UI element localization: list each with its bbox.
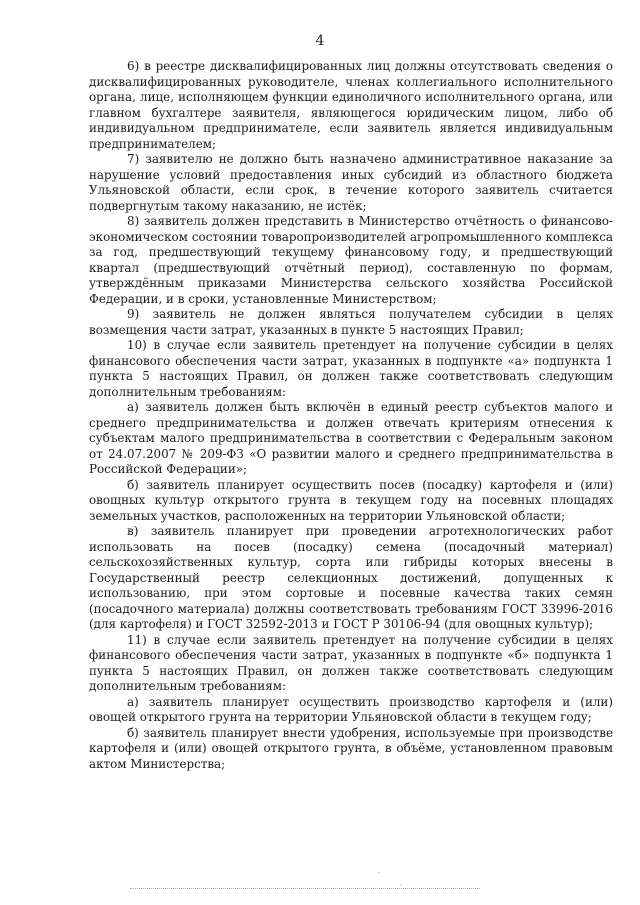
document-body bbox=[89, 59, 613, 772]
paragraph-11: 11) в случае если заявитель претендует на получение субсидии в целях финансового обеспечения части затрат, указанных в подпункте «б» подпункта 1 пункта 5 настоящих Правил, он должен также соответствовать следующим дополнительным требованиям: bbox=[89, 632, 613, 693]
paragraph-7: 7) заявителю не должно быть назначено административное наказание за нарушение условий предоставления иных субсидий из областного бюджета Ульяновской области, если срок, в течение которого заявитель считается подвергнутым такому наказанию, не истёк; bbox=[89, 152, 613, 213]
paragraph-8: 8) заявитель должен представить в Министерство отчётность о финансово-экономическом состоянии товаропроизводителей агропромышленного комплекса за год, предшествующий текущему финансовому году, и предшествующий квартал (предшествующий отчётный период), составленную по формам, утверждённым приказами Министерства сельского хозяйства Российской Федерации, и в сроки, установленные Министерством; bbox=[89, 214, 613, 306]
paragraph-10: 10) в случае если заявитель претендует на получение субсидии в целях финансового обеспечения части затрат, указанных в подпункте «а» подпункта 1 пункта 5 настоящих Правил, он должен также соответствовать следующим дополнительным требованиям: bbox=[89, 338, 613, 399]
paragraph-11-b: б) заявитель планирует внести удобрения, используемые при производстве картофеля и (или) овощей открытого грунта, в объёме, установленном правовым актом Министерства; bbox=[89, 725, 613, 771]
scan-speck bbox=[378, 872, 380, 873]
paragraph-6: 6) в реестре дисквалифицированных лиц должны отсутствовать сведения о дисквалифицированных руководителе, членах коллегиального исполнительного органа, лице, исполняющем функции единоличного исполнительного органа, или главном бухгалтере заявителя, являющегося юридическим лицом, либо об индивидуальном предпринимателе, если заявитель является индивидуальным предпринимателем; bbox=[89, 59, 613, 151]
paragraph-11-a: а) заявитель планирует осуществить производство картофеля и (или) овощей открытого грунта на территории Ульяновской области в текущем году; bbox=[89, 694, 613, 724]
scan-speck bbox=[400, 884, 402, 885]
paragraph-10-b: б) заявитель планирует осуществить посев (посадку) картофеля и (или) овощных культур открытого грунта в текущем году на посевных площадях земельных участков, расположенных на территории Ульяновской области; bbox=[89, 477, 613, 523]
paragraph-10-v: в) заявитель планирует при проведении агротехнологических работ использовать на посев (посадку) семена (посадочный материал) сельскохозяйственных культур, сорта или гибриды которых внесены в Государственный реестр селекционных достижений, допущенных к использованию, при этом сортовые и посевные качества таких семян (посадочного материала) должны соответствовать требованиям ГОСТ 33996-2016 (для картофеля) и ГОСТ 32592-2013 и ГОСТ Р 30106-94 (для овощных культур); bbox=[89, 524, 613, 631]
paragraph-10-a: а) заявитель должен быть включён в единый реестр субъектов малого и среднего предпринимательства и должен отвечать критериям отнесения к субъектам малого предпринимательства в соответствии с Федеральным законом от 24.07.2007 № 209-ФЗ «О развитии малого и среднего предпринимательства в Российской Федерации»; bbox=[89, 400, 613, 476]
paragraph-9: 9) заявитель не должен являться получателем субсидии в целях возмещения части затрат, указанных в пункте 5 настоящих Правил; bbox=[89, 307, 613, 337]
page-number: 4 bbox=[315, 33, 325, 49]
scan-edge-line bbox=[130, 888, 480, 890]
